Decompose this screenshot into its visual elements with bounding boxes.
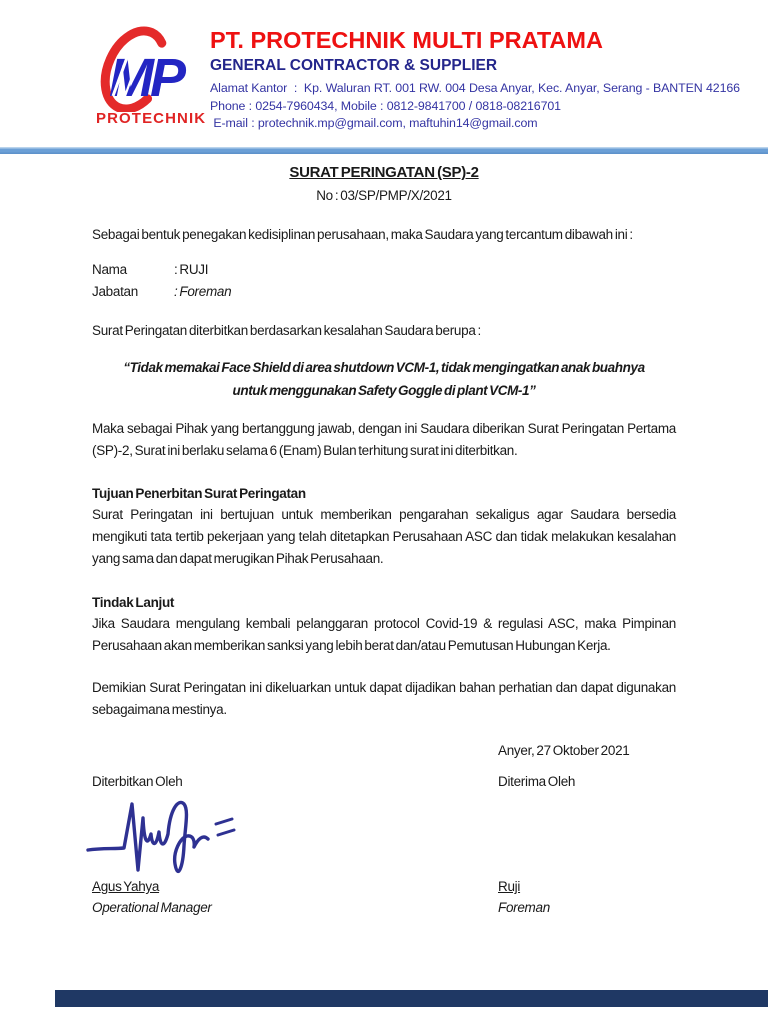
position-label: Jabatan [92, 284, 138, 299]
violation-quote [92, 356, 676, 402]
issuer-name: Agus Yahya [92, 879, 160, 894]
field-row-position [92, 281, 676, 303]
signature-area [92, 792, 676, 876]
letter-title: SURAT PERINGATAN (SP)-2 [289, 164, 479, 181]
company-tagline: GENERAL CONTRACTOR & SUPPLIER [210, 57, 498, 74]
address-line: Alamat Kantor : Kp. Waluran RT. 001 RW. 004 Desa Anyar, Kec. Anyar, Serang - BANTEN 42166 [210, 81, 740, 95]
date-row [92, 740, 676, 761]
closing-paragraph: Demikian Surat Peringatan ini dikeluarkan untuk dapat dijadikan bahan perhatian dan dapat digunakan sebagaimana mestinya. [92, 680, 676, 717]
name-value: : RUJI [174, 262, 209, 277]
letterhead [0, 0, 768, 147]
followup-paragraph: Jika Saudara mengulang kembali pelanggaran protocol Covid-19 & regulasi ASC, maka Pimpinan Perusahaan akan memberikan sanksi yang lebih berat dan/atau Pemutusan Hubungan Kerja. [92, 616, 676, 653]
sanction-paragraph: Maka sebagai Pihak yang bertanggung jawab, dengan ini Saudara diberikan Surat Peringatan Pertama (SP)-2, Surat ini berlaku selama 6 (Enam) Bulan terhitung surat ini diterbitkan. [92, 421, 676, 458]
signoff-titles-row [92, 897, 676, 918]
mp-logo-icon [83, 26, 218, 112]
company-logo [83, 26, 218, 130]
email-line: E-mail : protechnik.mp@gmail.com, maftuhin14@gmail.com [210, 116, 538, 130]
received-by-label: Diterima Oleh [498, 774, 576, 789]
letter-body [92, 162, 676, 918]
company-info [210, 27, 750, 132]
logo-brand-text: PROTECHNIK [96, 110, 207, 127]
recipient-fields [92, 259, 676, 303]
header-rule [0, 147, 768, 154]
violation-quote-line2: untuk menggunakan Safety Goggle di plant VCM-1” [232, 383, 536, 398]
issued-by-label: Diterbitkan Oleh [92, 774, 183, 789]
letter-number: No : 03/SP/PMP/X/2021 [316, 188, 452, 203]
position-value: : Foreman [174, 284, 232, 299]
receiver-name: Ruji [498, 879, 521, 894]
reason-intro: Surat Peringatan diterbitkan berdasarkan kesalahan Saudara berupa : [92, 323, 481, 338]
purpose-heading: Tujuan Penerbitan Surat Peringatan [92, 486, 306, 501]
purpose-paragraph: Surat Peringatan ini bertujuan untuk memberikan pengarahan sekaligus agar Saudara bersedia mengikuti tata tertib pekerjaan yang telah ditetapkan Perusahaan ASC dan tidak melakukan kesalahan yang sama dan dapat merugikan Pihak Perusahaan. [92, 507, 676, 566]
signoff-labels-row [92, 771, 676, 792]
followup-heading: Tindak Lanjut [92, 595, 175, 610]
intro-paragraph: Sebagai bentuk penegakan kedisiplinan perusahaan, maka Saudara yang tercantum dibawah ini : [92, 227, 633, 242]
issuer-title: Operational Manager [92, 900, 212, 915]
name-label: Nama [92, 262, 127, 277]
logo-mp-text: MP [109, 48, 182, 108]
field-row-name [92, 259, 676, 281]
phone-line: Phone : 0254-7960434, Mobile : 0812-9841700 / 0818-08216701 [210, 98, 561, 113]
company-name: PT. PROTECHNIK MULTI PRATAMA [210, 27, 603, 53]
footer-bar [55, 990, 768, 1007]
receiver-title: Foreman [498, 900, 550, 915]
violation-quote-line1: “Tidak memakai Face Shield di area shutdown VCM-1, tidak mengingatkan anak buahnya [123, 360, 645, 375]
place-date: Anyer, 27 Oktober 2021 [498, 743, 630, 758]
signature-image [84, 794, 244, 884]
